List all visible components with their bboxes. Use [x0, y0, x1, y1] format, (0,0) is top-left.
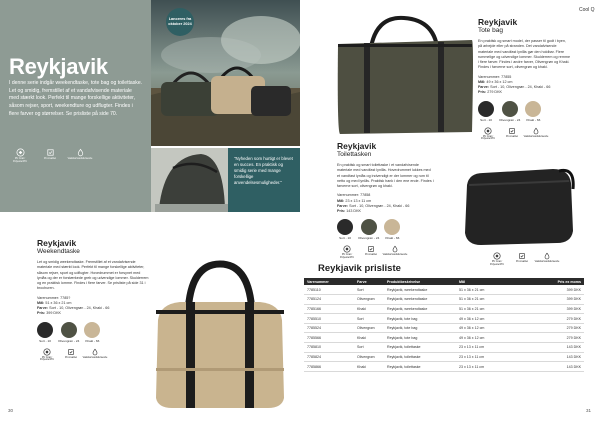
- table-cell: Reykjavik, toilettaske: [384, 343, 456, 353]
- coat-icon: [16, 148, 25, 157]
- weekend-swatches: [37, 322, 149, 343]
- table-cell: Reykjavik, weekendtaske: [384, 304, 456, 314]
- table-cell: 23 x 13 x 11 cm: [456, 362, 526, 372]
- feature-quality: Pro-kvalitet: [61, 348, 81, 363]
- table-cell: 279 DKK: [526, 333, 584, 343]
- weekend-description: Let og smidig weekendtaske. Fremstillet af et vandafvisende materiale med stærkt look. Perfekt til mange forskellige aktiviteter, såsom rejser, sport og udflugter. Hovedrummet er forsynet med lynlås og der er forstærkede greb og udvendige lommer. Skulderrem og en praktisk lomme. Findes i flere farver. Se prisliste på side 31 i brochuren.: [37, 260, 149, 291]
- quote-box: "Nyheden som hurtigt er blevet en succes. En praktisk og smidig serie med mange forskellige anvendelsesmuligheder.": [228, 148, 300, 212]
- table-row: [304, 304, 584, 314]
- weekend-specs: Varenummer: 7785? Mål: 51 x 36 x 21 cm Farve: Sort - 10, Olivengrøn - 24, Khaki - 66 Pris: 399 DKK: [37, 295, 110, 316]
- feature-washable: Vaskbar/vandafvisende: [85, 348, 105, 363]
- table-cell: 143 DKK: [526, 352, 584, 362]
- table-cell: 143 DKK: [526, 362, 584, 372]
- brand-logo: Cool Q: [579, 7, 595, 13]
- table-cell: 399 DKK: [526, 304, 584, 314]
- table-row: [304, 295, 584, 305]
- feature-icons: [10, 148, 93, 164]
- swatch-black: Sort - 10: [37, 322, 53, 343]
- toilet-swatches: [337, 219, 434, 240]
- intro-panel: [0, 0, 151, 212]
- weekend-feature-icons: [37, 348, 149, 363]
- toilet-subtitle: Toilettasken: [337, 151, 372, 158]
- tote-bag-info: [478, 18, 571, 141]
- price-table-header: Varenummer Farve Produktbeskrivelse Mål Pris ex moms: [304, 278, 584, 285]
- detail-photo: [151, 148, 228, 212]
- toilet-bag-info: [337, 142, 434, 260]
- feature-coat: PU Coat / Polyester/PU: [337, 245, 357, 260]
- table-cell: 49 x 36 x 12 cm: [456, 323, 526, 333]
- table-row: [304, 314, 584, 324]
- tote-swatches: [478, 101, 571, 122]
- table-cell: Reykjavik, toilettaske: [384, 352, 456, 362]
- weekend-subtitle: Weekendtaske: [37, 248, 80, 255]
- feature-washable: Vaskbar/vandafvisende: [526, 127, 546, 142]
- page-number-left: 30: [8, 408, 14, 413]
- swatch-olive: Olivengrøn - 24: [499, 101, 520, 122]
- table-cell: Reykjavik, tote bag: [384, 314, 456, 324]
- toilet-specs: Varenummer: 77858 Mål: 23 x 13 x 11 cm Farve: Sort - 10, Olivengrøn - 24, Khaki - 66 Pris: 143 DKK: [337, 193, 410, 214]
- toilet-feature-icons: [337, 245, 434, 260]
- table-cell: 7785810: [304, 343, 354, 353]
- weekend-bag-info: [37, 239, 149, 362]
- feature-quality: Pro-kvalitet: [502, 127, 522, 142]
- feature-washable: Vaskbar/vandafvisende: [385, 245, 405, 260]
- table-cell: 7785166: [304, 304, 354, 314]
- swatch-black: Sort - 10: [337, 219, 353, 240]
- water-drop-icon: [76, 148, 85, 157]
- feature-coat: PU Coat / Polyester/PU: [487, 252, 507, 267]
- weekend-title: Reykjavik: [37, 238, 77, 248]
- coat-icon: [43, 348, 51, 356]
- table-cell: 399 DKK: [526, 295, 584, 305]
- intro-text: I denne serie indgår weekendtaske, tote bag og toilettaske. Let og smidig, fremstillet af et vandafvisende materiale med stærkt look. Perfekt til mange forskellige aktiviteter, såsom rejser, sport, weekendture og udflugter. Findes i flere farver og størrelser. Se prisliste på side 70.: [9, 80, 143, 117]
- feature-quality: Pro-kvalitet: [512, 252, 532, 267]
- quality-icon: [508, 127, 516, 135]
- price-table: [304, 278, 584, 372]
- toilet-bag-photo: [459, 163, 577, 249]
- table-cell: Khaki: [354, 333, 384, 343]
- table-cell: Olivengrøn: [354, 323, 384, 333]
- table-cell: 7785510: [304, 314, 354, 324]
- table-cell: Reykjavik, tote bag: [384, 333, 456, 343]
- toilet-title: Reykjavik: [337, 141, 377, 151]
- quality-icon: [367, 245, 375, 253]
- table-cell: Khaki: [354, 362, 384, 372]
- feature-washable: Vaskbar/vandafvisende: [70, 148, 90, 164]
- table-cell: Khaki: [354, 304, 384, 314]
- feature-quality: Pro-kvalitet: [361, 245, 381, 260]
- feature-washable: Vaskbar/vandafvisende: [537, 252, 557, 267]
- table-cell: 143 DKK: [526, 343, 584, 353]
- coat-icon: [484, 127, 492, 135]
- table-row: [304, 352, 584, 362]
- table-cell: Sort: [354, 314, 384, 324]
- table-row: [304, 323, 584, 333]
- table-cell: Sort: [354, 285, 384, 295]
- swatch-black: Sort - 10: [478, 101, 494, 122]
- toilet-description: En praktisk og smart toilettaske i et vandafvisende materiale med vandfast lynlås. Hovedrummet lukkes med et vandfast lynlås og indvendigt er der lommer og rum til netto og med lynlås. Praktisk hank i den ene ende. Findes i farverne sort, olivengrøn og khaki.: [337, 163, 434, 189]
- table-cell: 51 x 36 x 21 cm: [456, 285, 526, 295]
- table-cell: Reykjavik, weekendtaske: [384, 295, 456, 305]
- swatch-olive: Olivengrøn - 24: [358, 219, 379, 240]
- page-number-right: 31: [586, 408, 592, 413]
- quality-icon: [518, 252, 526, 260]
- water-drop-icon: [91, 348, 99, 356]
- swatch-olive: Olivengrøn - 24: [58, 322, 79, 343]
- coat-icon: [493, 252, 501, 260]
- table-cell: 7785566: [304, 333, 354, 343]
- table-cell: 7785524: [304, 323, 354, 333]
- table-row: [304, 362, 584, 372]
- coat-icon: [343, 245, 351, 253]
- feature-coat: PU Coat / Polyester/PU: [10, 148, 30, 164]
- swatch-khaki: Khaki - 66: [525, 101, 541, 122]
- table-cell: Olivengrøn: [354, 295, 384, 305]
- water-drop-icon: [543, 252, 551, 260]
- price-feature-icons: [487, 252, 560, 267]
- table-row: [304, 285, 584, 295]
- table-cell: Sort: [354, 343, 384, 353]
- table-cell: 49 x 36 x 12 cm: [456, 333, 526, 343]
- table-row: [304, 333, 584, 343]
- table-cell: Reykjavik, toilettaske: [384, 362, 456, 372]
- table-cell: 51 x 36 x 21 cm: [456, 295, 526, 305]
- table-cell: Reykjavik, weekendtaske: [384, 285, 456, 295]
- feature-coat: PU Coat / Polyester/PU: [478, 127, 498, 142]
- price-list-title: Reykjavik prisliste: [318, 263, 401, 274]
- table-cell: Olivengrøn: [354, 352, 384, 362]
- tote-bag-photo: [334, 14, 476, 136]
- tote-title: Reykjavik: [478, 17, 518, 27]
- table-cell: Reykjavik, tote bag: [384, 323, 456, 333]
- quality-icon: [46, 148, 55, 157]
- water-drop-icon: [532, 127, 540, 135]
- table-cell: 23 x 13 x 11 cm: [456, 352, 526, 362]
- weekend-bag-photo: [150, 258, 290, 410]
- tote-description: En praktisk og smart model, der passer til godt i byen, på arbejde eller på stranden. Det vandafvisende materiale med vandfast lynlås gør den holdbar. Flere rummelige og udvendige lommer. Skulderrem og remme i flere farver. Findes i andre farver, Olivengrøn og Khaki. Findes i farverne sort, olivengrøn og khaki.: [478, 39, 571, 70]
- launch-badge: Lanceres fra oktober 2024: [166, 8, 194, 36]
- table-cell: 7785110: [304, 285, 354, 295]
- table-cell: 7785124: [304, 295, 354, 305]
- tote-specs: Varenummer: 77855 Mål: 49 x 36 x 12 cm Farve: Sort - 10, Olivengrøn - 24, Khaki - 66 Pris: 279 DKK: [478, 74, 551, 95]
- swatch-khaki: Khaki - 66: [84, 322, 100, 343]
- swatch-khaki: Khaki - 66: [384, 219, 400, 240]
- water-drop-icon: [391, 245, 399, 253]
- table-cell: 7785866: [304, 362, 354, 372]
- table-cell: 279 DKK: [526, 323, 584, 333]
- table-cell: 23 x 13 x 11 cm: [456, 343, 526, 353]
- quality-icon: [67, 348, 75, 356]
- tote-subtitle: Tote bag: [478, 27, 503, 34]
- table-cell: 49 x 36 x 12 cm: [456, 314, 526, 324]
- table-cell: 399 DKK: [526, 285, 584, 295]
- table-cell: 7785824: [304, 352, 354, 362]
- feature-coat: PU Coat / Polyester/PU: [37, 348, 57, 363]
- table-cell: 279 DKK: [526, 314, 584, 324]
- table-cell: 51 x 36 x 21 cm: [456, 304, 526, 314]
- tote-feature-icons: [478, 127, 571, 142]
- table-row: [304, 343, 584, 353]
- feature-quality: Pro-kvalitet: [40, 148, 60, 164]
- page-title: Reykjavik: [9, 54, 108, 79]
